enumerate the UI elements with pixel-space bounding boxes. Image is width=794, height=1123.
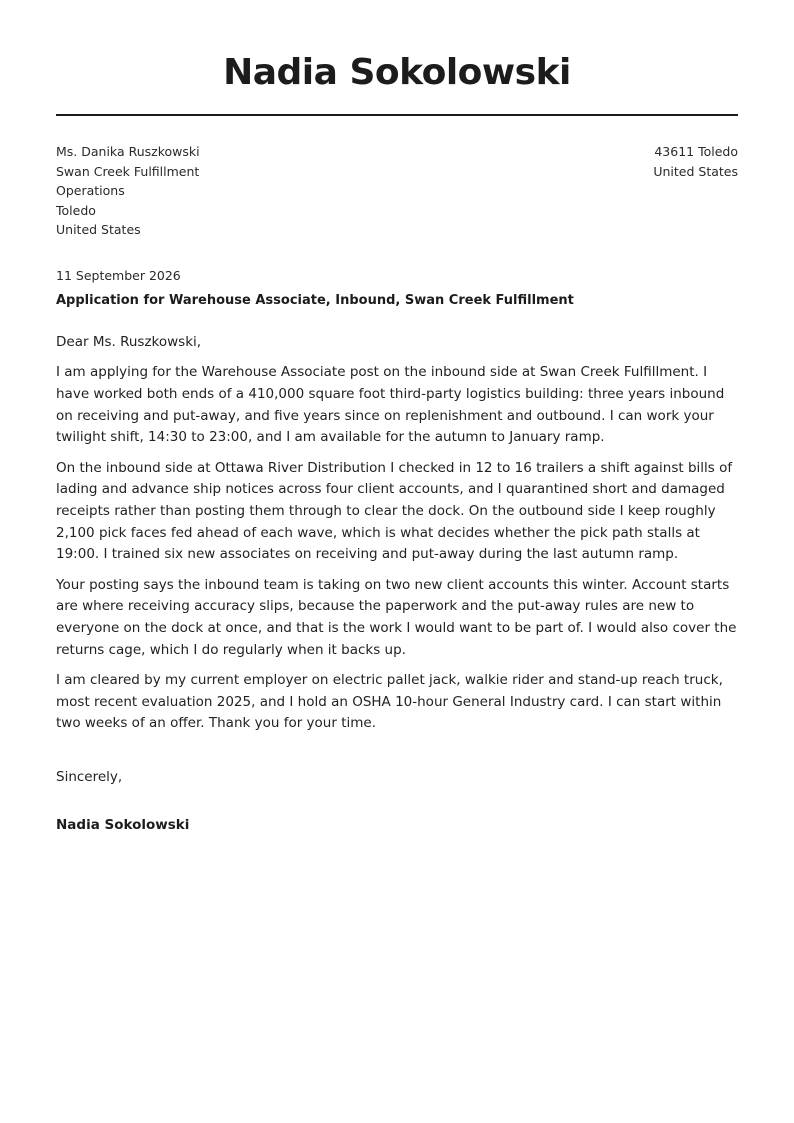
recipient-name: Ms. Danika Ruszkowski: [56, 144, 200, 159]
applicant-name-heading: Nadia Sokolowski: [223, 52, 571, 93]
letter-subject: Application for Warehouse Associate, Inbound, Swan Creek Fulfillment: [56, 292, 574, 308]
sender-country: United States: [653, 163, 738, 179]
recipient-country: United States: [56, 222, 141, 238]
body-paragraph-1: I am applying for the Warehouse Associate post on the inbound side at Swan Creek Fulfillment. I have worked both ends of a 410,000 square foot third-party logistics building: three years inbound on receiving and put-away, and five years since on replenishment and outbound. I can work your twilight shift, 14:30 to 23:00, and I am available for the autumn to January ramp.: [56, 364, 725, 446]
closing: Sincerely,: [56, 768, 123, 785]
salutation: Dear Ms. Ruszkowski,: [56, 333, 202, 350]
header-divider: [56, 114, 738, 116]
recipient-city: Toledo: [56, 202, 96, 218]
letter-date: 11 September 2026: [56, 267, 181, 283]
body-paragraph-4: I am cleared by my current employer on electric pallet jack, walkie rider and stand-up reach truck, most recent evaluation 2025, and I hold an OSHA 10-hour General Industry card. I can start within two weeks of an offer. Thank you for your time.: [56, 672, 723, 732]
signature-name: Nadia Sokolowski: [56, 816, 190, 833]
sender-address: [653, 142, 738, 240]
recipient-department: Operations: [56, 183, 125, 199]
body-paragraph-3: Your posting says the inbound team is taking on two new client accounts this winter. Account starts are where receiving accuracy slips, because the paperwork and the put-away rules are new to everyone on the dock at once, and that is the work I would want to be part of. I would also cover the returns cage, which I do regularly when it backs up.: [56, 576, 737, 658]
sender-postcode-city: 43611 Toledo: [654, 144, 738, 159]
address-row: [56, 142, 738, 240]
recipient-company: Swan Creek Fulfillment: [56, 163, 200, 179]
recipient-address: [56, 142, 200, 240]
body-paragraph-2: On the inbound side at Ottawa River Distribution I checked in 12 to 16 trailers a shift against bills of lading and advance ship notices across four client accounts, and I quarantined short and damaged receipts rather than posting them through to clear the dock. On the outbound side I keep roughly 2,100 pick faces fed ahead of each wave, which is what decides whether the pick path stalls at 19:00. I trained six new associates on receiving and put-away during the last autumn ramp.: [56, 459, 733, 563]
